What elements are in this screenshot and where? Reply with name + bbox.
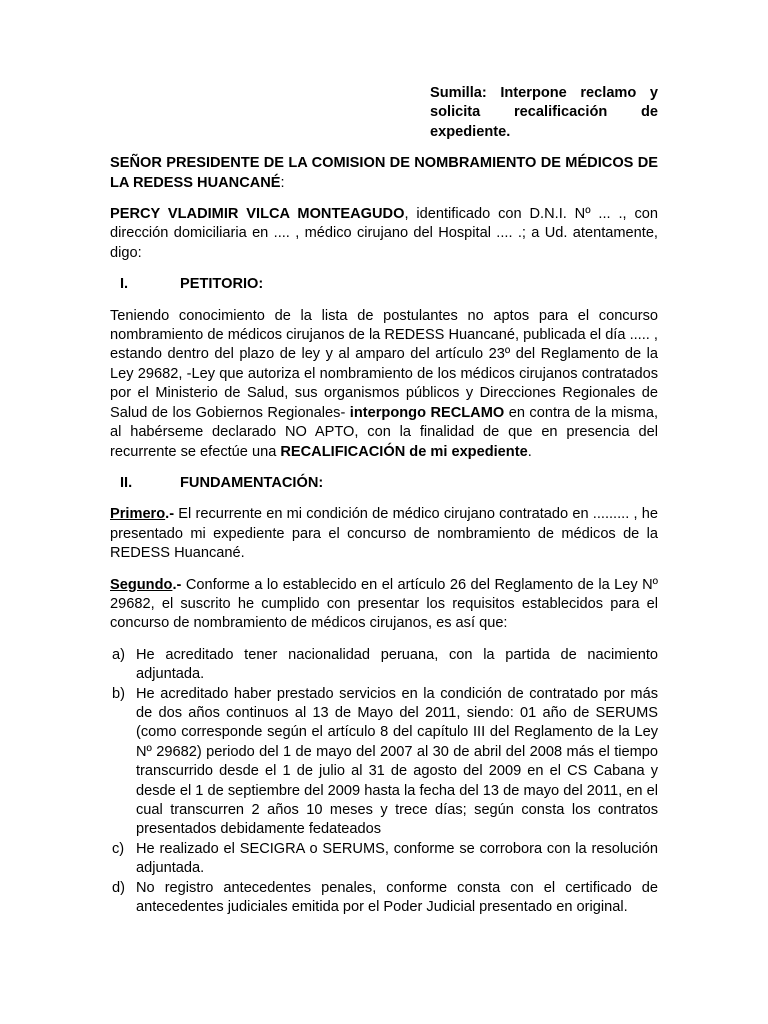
addressee-text: SEÑOR PRESIDENTE DE LA COMISION DE NOMBRAMIENTO DE MÉDICOS DE LA REDESS HUANCANÉ [110, 155, 658, 191]
section-heading-petitorio [110, 275, 658, 294]
list-item [110, 646, 658, 685]
intro-paragraph [110, 205, 658, 263]
segundo-paragraph [110, 576, 658, 634]
list-item-label: d) [112, 879, 125, 896]
list-item-label: b) [112, 685, 125, 702]
list-item-text: He acreditado tener nacionalidad peruana, con la partida de nacimiento adjuntada. [136, 646, 658, 683]
addressee [110, 154, 658, 193]
list-item-text: No registro antecedentes penales, conforme consta con el certificado de antecedentes judiciales emitida por el Poder Judicial presentado en original. [136, 879, 658, 916]
document-page [110, 84, 658, 917]
petitorio-text-1: Teniendo conocimiento de la lista de postulantes no aptos para el concurso nombramiento de médicos cirujanos de la REDESS Huancané, publicada el día ..... , estando dentro del plazo de ley y al amparo del artículo 23º del Reglamento de la Ley 29682, -Ley que autoriza el nombramiento de los médicos cirujanos contratados por el Ministerio de Salud, sus organismos públicos y Direcciones Regionales de Salud de los Gobiernos Regionales- [110, 307, 658, 421]
list-item [110, 840, 658, 879]
section-title: FUNDAMENTACIÓN: [180, 474, 324, 491]
list-item-text: He acreditado haber prestado servicios en la condición de contratado por más de dos años continuos al 13 de Mayo del 2011, siendo: 01 año de SERUMS (como corresponde según el artículo 8 del capítulo III del Reglamento de la Ley Nº 29682) periodo del 1 de mayo del 2007 al 30 de abril del 2008 más el tiempo transcurrido desde el 1 de julio al 31 de agosto del 2009 en el CS Cabana y desde el 1 de septiembre del 2009 hasta la fecha del 13 de mayo del 2011, en el cual transcurren 2 años 10 meses y trece días; según consta los contratos presentados debidamente fedateados [136, 685, 658, 838]
segundo-sep: .- [172, 576, 182, 593]
section-number: II. [120, 474, 133, 491]
petitioner-name: PERCY VLADIMIR VILCA MONTEAGUDO [110, 206, 405, 223]
petitorio-bold-reclamo: interpongo RECLAMO [349, 404, 505, 421]
sumilla: Sumilla: Interpone reclamo y solicita recalificación de expediente. [430, 85, 658, 140]
requirements-list [110, 646, 658, 918]
list-item [110, 685, 658, 840]
primero-text: El recurrente en mi condición de médico cirujano contratado en ......... , he presentado mi expediente para el concurso de nombramiento de médicos de la REDESS Huancané. [110, 506, 658, 562]
list-item [110, 879, 658, 918]
list-item-label: c) [112, 840, 125, 857]
section-title: PETITORIO: [180, 276, 264, 293]
segundo-label: Segundo [110, 576, 173, 593]
intro-text: , identificado con D.N.I. Nº ... ., con dirección domiciliaria en .... , médico cirujano del Hospital .... .; a Ud. atentamente, digo: [110, 206, 658, 261]
section-heading-fundamentacion [110, 474, 658, 493]
list-item-text: He realizado el SECIGRA o SERUMS, conforme se corrobora con la resolución adjuntada. [136, 840, 658, 877]
primero-paragraph [110, 505, 658, 563]
section-number: I. [120, 276, 129, 293]
segundo-text: Conforme a lo establecido en el artículo 26 del Reglamento de la Ley Nº 29682, el suscrito he cumplido con presentar los requisitos establecidos para el concurso de nombramiento de médicos cirujanos, es así que: [110, 576, 658, 632]
petitorio-paragraph [110, 307, 658, 462]
petitorio-text-2: en contra de la misma, al habérseme declarado NO APTO, con la finalidad de que en presencia del recurrente se efectúe una [110, 404, 658, 460]
petitorio-bold-recalificacion: RECALIFICACIÓN de mi expediente [280, 443, 528, 460]
addressee-suffix: : [280, 174, 285, 191]
petitorio-text-3: . [527, 443, 532, 460]
primero-label: Primero [110, 506, 166, 523]
primero-sep: .- [165, 506, 175, 523]
list-item-label: a) [112, 646, 125, 663]
